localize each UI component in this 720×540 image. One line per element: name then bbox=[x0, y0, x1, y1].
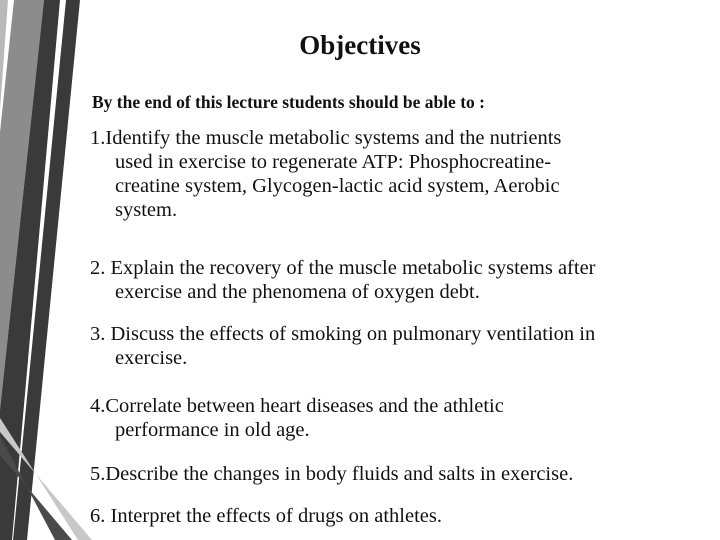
slide-title: Objectives bbox=[299, 30, 421, 60]
objective-5 bbox=[90, 462, 700, 486]
objective-4-line-2: performance in old age. bbox=[115, 419, 310, 441]
objective-5-line-1: 5.Describe the changes in body fluids and salts in exercise. bbox=[90, 463, 574, 485]
objective-3 bbox=[90, 322, 700, 370]
objective-2-line-1: 2. Explain the recovery of the muscle metabolic systems after bbox=[90, 257, 596, 279]
objective-4-line-1: 4.Correlate between heart diseases and the athletic bbox=[90, 395, 504, 417]
objective-1-line-4: system. bbox=[115, 199, 178, 221]
objective-2 bbox=[90, 256, 700, 304]
objective-6-line-1: 6. Interpret the effects of drugs on athletes. bbox=[90, 505, 442, 527]
objective-1-line-2: used in exercise to regenerate ATP: Phosphocreatine- bbox=[115, 151, 552, 173]
objective-6 bbox=[90, 504, 700, 528]
objective-1-line-3: creatine system, Glycogen-lactic acid system, Aerobic bbox=[115, 175, 560, 197]
objective-1 bbox=[90, 126, 700, 222]
objective-1-line-1: 1.Identify the muscle metabolic systems and the nutrients bbox=[90, 127, 562, 149]
objective-3-line-1: 3. Discuss the effects of smoking on pulmonary ventilation in bbox=[90, 323, 596, 345]
objective-2-line-2: exercise and the phenomena of oxygen debt. bbox=[115, 281, 480, 303]
objective-3-line-2: exercise. bbox=[115, 347, 188, 369]
intro-text: By the end of this lecture students should be able to : bbox=[92, 92, 485, 112]
objective-4 bbox=[90, 394, 700, 442]
